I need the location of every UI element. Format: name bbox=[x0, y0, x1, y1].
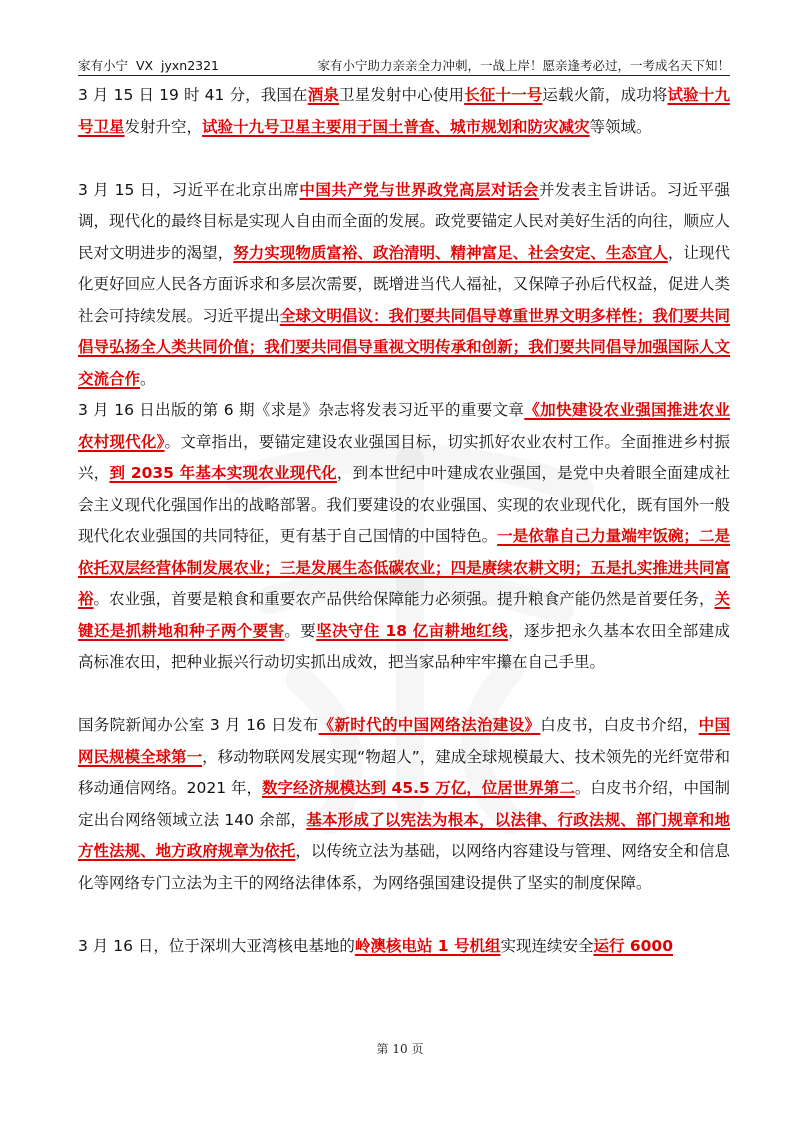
body-text: 3 月 16 日出版的第 6 期《求是》杂志将发表习近平的重要文章 bbox=[78, 401, 525, 419]
highlighted-keyphrase: 中国共产党与世界政党高层对话会 bbox=[299, 180, 539, 199]
highlighted-keyphrase: 岭澳核电站 1 号机组 bbox=[354, 936, 501, 955]
paragraph bbox=[78, 175, 730, 396]
highlighted-keyphrase: 《新时代的中国网络法治建设》 bbox=[318, 716, 541, 734]
highlighted-keyphrase: 中国网民规模全球第一 bbox=[78, 716, 730, 766]
body-text: 运载火箭，成功将 bbox=[542, 86, 668, 104]
document-body bbox=[78, 80, 730, 962]
highlighted-keyphrase: 全球文明倡议：我们要共同倡导尊重世界文明多样性；我们要共同倡导弘扬全人类共同价值；我们要共同倡导重视文明传承和创新；我们要共同倡导加强国际人文交流合作 bbox=[78, 306, 730, 388]
header-divider bbox=[78, 75, 730, 76]
paragraph-gap bbox=[78, 899, 730, 931]
paragraph-gap bbox=[78, 143, 730, 175]
highlighted-keyphrase: 关键还是抓耕地和种子两个要害 bbox=[78, 590, 730, 640]
body-text: ，逐步把永久基本农田全部建成高标准农田，把种业振兴行动切实抓出成效，把当家品种牢牢攥在自己手里。 bbox=[78, 621, 730, 671]
body-text: 。文章指出，要锚定建设农业强国目标，切实抓好农业农村工作。全面推进乡村振兴， bbox=[78, 432, 730, 482]
header-right-text: 家有小宁助力亲亲全力冲刺，一战上岸！愿亲逢考必过，一考成名天下知！ bbox=[317, 58, 730, 73]
page-number: 第 10 页 bbox=[376, 1042, 424, 1056]
highlighted-keyphrase: 坚决守住 18 亿亩耕地红线 bbox=[316, 621, 509, 640]
body-text: 实现连续安全 bbox=[500, 936, 594, 955]
body-text: 并发表主旨讲话。习近平强调，现代化的最终目标是实现人自由而全面的发展。政党要锚定人民对美好生活的向往，顺应人民对文明进步的渴望， bbox=[78, 180, 730, 262]
highlighted-keyphrase: 数字经济规模达到 45.5 万亿，位居世界第二 bbox=[262, 779, 575, 797]
body-text: 。白皮书介绍，中国制定出台网络领域立法 140 余部， bbox=[78, 779, 730, 829]
body-text: 卫星发射中心使用 bbox=[338, 86, 465, 104]
header-left-text: 家有小宁 VX jyxn2321 bbox=[78, 58, 220, 73]
paragraph-gap bbox=[78, 679, 730, 711]
body-text: 白皮书，白皮书介绍， bbox=[540, 716, 699, 734]
body-text: ，以传统立法为基础，以网络内容建设与管理、网络安全和信息化等网络专门立法为主干的网络法律体系，为网络强国建设提供了坚实的制度保障。 bbox=[78, 842, 730, 892]
highlighted-keyphrase: 到 2035 年基本实现农业现代化 bbox=[109, 464, 337, 482]
highlighted-keyphrase: 运行 6000 bbox=[593, 936, 674, 955]
highlighted-keyphrase: 长征十一号 bbox=[464, 86, 543, 104]
body-text: 。要 bbox=[284, 621, 317, 640]
highlighted-keyphrase: 《加快建设农业强国推进农业农村现代化》 bbox=[78, 401, 730, 451]
body-text: 等领域。 bbox=[589, 117, 652, 136]
body-text: 发射升空， bbox=[124, 117, 203, 136]
body-text: 3 月 15 日 19 时 41 分，我国在 bbox=[78, 86, 308, 104]
paragraph bbox=[78, 395, 730, 679]
highlighted-keyphrase: 努力实现物质富裕、政治清明、精神富足、社会安定、生态宜人 bbox=[233, 243, 668, 262]
body-text: 国务院新闻办公室 3 月 16 日发布 bbox=[78, 716, 319, 734]
highlighted-keyphrase: 基本形成了以宪法为根本，以法律、行政法规、部门规章和地方性法规、地方政府规章为依托 bbox=[78, 810, 730, 860]
body-text: 3 月 15 日，习近平在北京出席 bbox=[78, 180, 300, 199]
highlighted-keyphrase: 一是依靠自己力量端牢饭碗；二是依托双层经营体制发展农业；三是发展生态低碳农业；四是赓续农耕文明；五是扎实推进共同富裕 bbox=[78, 527, 730, 608]
highlighted-keyphrase: 试验十九号卫星主要用于国土普查、城市规划和防灾减灾 bbox=[202, 117, 590, 136]
paragraph bbox=[78, 710, 730, 899]
body-text: ，到本世纪中叶建成农业强国，是党中央着眼全面建成社会主义现代化强国作出的战略部署。我们要建设的农业强国、实现的农业现代化，既有国外一般现代化农业强国的共同特征，更有基于自己国情的中国特色。 bbox=[78, 464, 730, 545]
body-text: 3 月 16 日，位于深圳大亚湾核电基地的 bbox=[78, 936, 355, 955]
paragraph bbox=[78, 80, 730, 143]
body-text: 。 bbox=[140, 369, 156, 388]
paragraph bbox=[78, 931, 730, 963]
highlighted-keyphrase: 试验十九号卫星 bbox=[78, 86, 730, 136]
body-text: ，移动物联网发展实现“物超人”，建成全球规模最大、技术领先的光纤宽带和移动通信网络。2021 年， bbox=[78, 747, 730, 797]
body-text: ，让现代化更好回应人民各方面诉求和多层次需要，既增进当代人福祉，又保障子孙后代权益，促进人类社会可持续发展。习近平提出 bbox=[78, 243, 730, 325]
highlighted-keyphrase: 酒泉 bbox=[307, 86, 339, 104]
body-text: 。农业强，首要是粮食和重要农产品供给保障能力必须强。提升粮食产能仍然是首要任务， bbox=[93, 590, 715, 608]
